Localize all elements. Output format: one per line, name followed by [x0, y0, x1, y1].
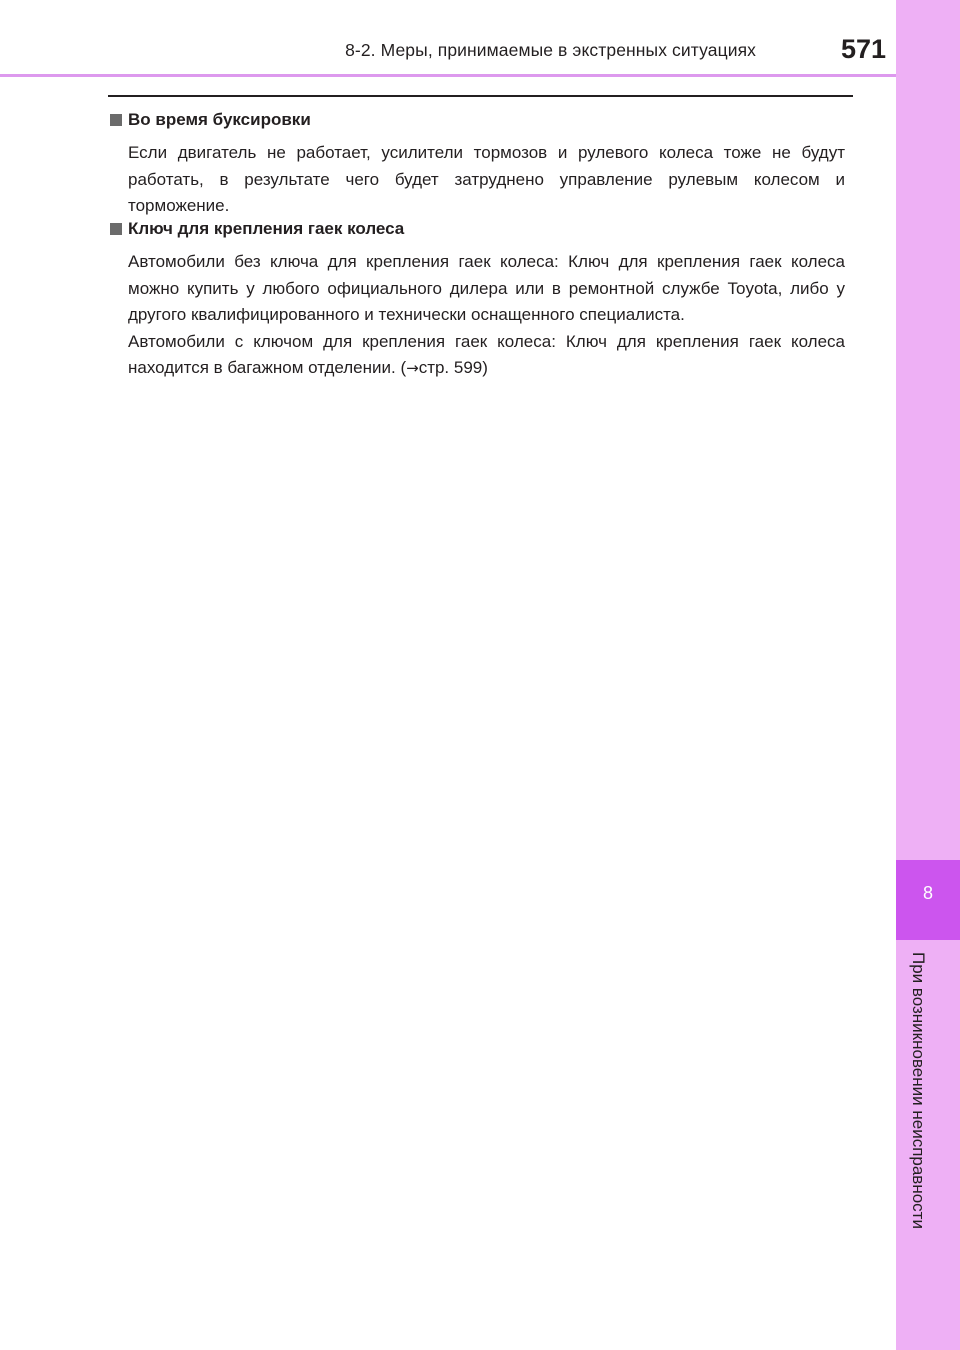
- section-heading: [108, 217, 845, 241]
- arrow-right-icon: →: [406, 359, 419, 377]
- chapter-tab-number: 8: [922, 883, 933, 903]
- reference-paragraph-text: Автомобили с ключом для крепления гаек колеса: Ключ для крепления гаек колеса находится в багажном отделении. (: [128, 331, 845, 377]
- section-wheel-lock-key: [108, 217, 845, 382]
- section-heading-text: Ключ для крепления гаек колеса: [128, 219, 405, 238]
- section-heading: [108, 108, 845, 132]
- section-heading-text: Во время буксировки: [128, 110, 311, 129]
- square-bullet-icon: [110, 114, 122, 126]
- page-reference-link[interactable]: стр. 599): [418, 358, 488, 377]
- running-header-title: 8-2. Меры, принимаемые в экстренных ситуациях: [345, 40, 756, 60]
- section-towing: [108, 108, 845, 220]
- section-paragraph-with-reference: [128, 329, 845, 382]
- section-paragraph: Автомобили без ключа для крепления гаек колеса: Ключ для крепления гаек колеса можно купить у любого официального дилера или в ремонтной службе Toyota, либо у другого квалифицированного и технически оснащенного специалиста.: [128, 252, 845, 324]
- content-top-rule: [108, 95, 853, 97]
- header-divider: [0, 74, 896, 77]
- page-number: 571: [840, 34, 886, 64]
- square-bullet-icon: [110, 223, 122, 235]
- chapter-side-title: При возникновении неисправности: [909, 952, 928, 1229]
- section-paragraph: Если двигатель не работает, усилители тормозов и рулевого колеса тоже не будут работать, в результате чего будет затруднено управление рулевым колесом и торможение.: [128, 143, 845, 215]
